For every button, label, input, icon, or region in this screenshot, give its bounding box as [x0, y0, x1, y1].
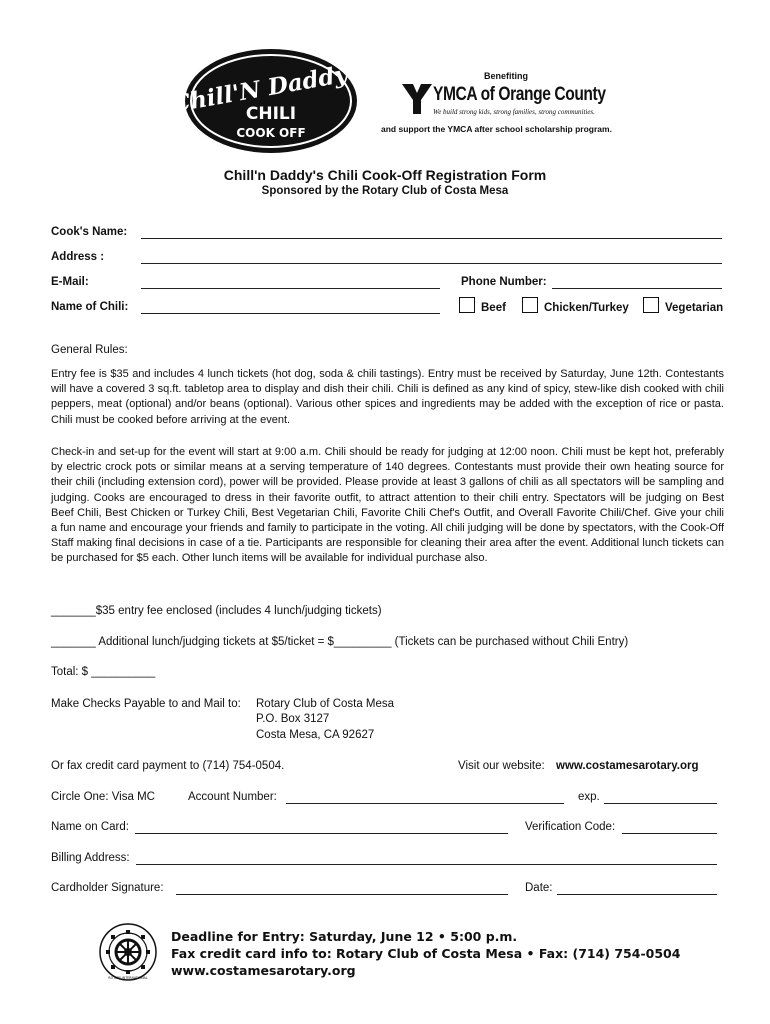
circle-one-label: Circle One: Visa MC: [51, 791, 155, 803]
rotary-wheel-icon: [98, 922, 158, 987]
benefiting-label: Benefiting: [484, 71, 528, 81]
billing-address-field[interactable]: [136, 864, 717, 865]
mail-address-1: Rotary Club of Costa Mesa: [256, 698, 395, 710]
beef-label: Beef: [481, 302, 506, 314]
verification-code-field[interactable]: [622, 833, 717, 834]
entry-fee-line: _______$35 entry fee enclosed (includes 4 lunch/judging tickets): [51, 605, 382, 617]
support-text: and support the YMCA after school scholarship program.: [381, 124, 612, 134]
beef-checkbox[interactable]: [459, 297, 475, 313]
logo-line3: COOK OFF: [236, 126, 306, 140]
vegetarian-checkbox[interactable]: [643, 297, 659, 313]
cooks-name-field[interactable]: [141, 238, 722, 239]
ymca-name: YMCA of Orange County: [433, 84, 606, 105]
verification-code-label: Verification Code:: [525, 821, 616, 833]
chicken-turkey-checkbox[interactable]: [522, 297, 538, 313]
logo-line1: Chill'N Daddy's: [183, 57, 359, 119]
rules-paragraph-1: Entry fee is $35 and includes 4 lunch tickets (hot dog, soda & chili tastings). Entry must be received by Saturday, June 12th. Contestants will have a covered 3 sq.ft. tabletop area to display and dish their chili. Chili is defined as any kind of spicy, stew-like dish cooked with chili peppers, meat (optional) and/or beans (optional). Various other spices and ingredients may be added with the exception of rice or pasta. Chili must be cooked before arriving at the event.: [51, 368, 724, 426]
email-label: E-Mail:: [51, 276, 89, 288]
website-link[interactable]: www.costamesarotary.org: [556, 760, 699, 772]
chicken-turkey-label: Chicken/Turkey: [544, 302, 629, 314]
exp-field[interactable]: [604, 803, 717, 804]
phone-field[interactable]: [552, 288, 722, 289]
email-field[interactable]: [141, 288, 440, 289]
fax-text: Or fax credit card payment to (714) 754-0504.: [51, 760, 285, 772]
total-line: Total: $ __________: [51, 666, 156, 678]
website-label: Visit our website:: [458, 760, 545, 772]
address-label: Address :: [51, 251, 105, 263]
ymca-y-icon: [402, 84, 432, 119]
form-title: Chill'n Daddy's Chili Cook-Off Registration Form: [223, 167, 547, 183]
mail-address-3: Costa Mesa, CA 92627: [256, 729, 375, 741]
exp-label: exp.: [578, 791, 600, 803]
logo-line2: CHILI: [245, 104, 297, 124]
form-subtitle: Sponsored by the Rotary Club of Costa Mesa: [261, 185, 509, 197]
date-field[interactable]: [557, 894, 717, 895]
vegetarian-label: Vegetarian: [665, 302, 724, 314]
ymca-tagline: We build strong kids, strong families, strong communities.: [433, 108, 595, 116]
signature-label: Cardholder Signature:: [51, 882, 164, 894]
additional-tickets-line: _______ Additional lunch/judging tickets at $5/ticket = $_________ (Tickets can be purchased without Chili Entry): [51, 636, 629, 648]
rules-paragraph-2: Check-in and set-up for the event will start at 9:00 a.m. Chili should be ready for judging at 12:00 noon. Chili must be kept hot, preferably by electric crock pots or similar means at a serving temperature of 140 degrees. Contestants must provide their own heating source for their chili (including extension cord), power will be provided. Please provide at least 3 gallons of chili as all spectators will be sampling and judging. Cooks are encouraged to dress in their favorite outfit, to attract attention to their chili entry. Spectators will be judging on Best Beef Chili, Best Chicken or Turkey Chili, Best Vegetarian Chili, Favorite Chili Chef's Outfit, and Overall Favorite Chili/Chef. Give your chili a fun name and encourage your friends and family to participate in the voting. All chili judging will be done by spectators, with the Cook-Off Staff making final decisions in case of a tie. Participants are responsible for cleaning their area after the event. Additional lunch tickets can be purchased for $5 each. Other lunch items will be available for individual purchase also.: [51, 446, 724, 565]
name-on-card-field[interactable]: [135, 833, 508, 834]
rules-heading: General Rules:: [51, 344, 128, 356]
rotary-ring-text: ROTARY INTERNATIONAL: [108, 976, 148, 980]
chili-name-field[interactable]: [141, 313, 440, 314]
mail-address-2: P.O. Box 3127: [256, 713, 330, 725]
chili-name-label: Name of Chili:: [51, 301, 129, 313]
account-number-label: Account Number:: [188, 791, 277, 803]
footer-deadline: Deadline for Entry: Saturday, June 12 • 5:00 p.m.: [171, 929, 518, 944]
checks-label: Make Checks Payable to and Mail to:: [51, 698, 241, 710]
account-number-field[interactable]: [286, 803, 564, 804]
address-field[interactable]: [141, 263, 722, 264]
footer-website[interactable]: www.costamesarotary.org: [171, 963, 356, 978]
signature-field[interactable]: [176, 894, 508, 895]
phone-label: Phone Number:: [461, 276, 547, 288]
name-on-card-label: Name on Card:: [51, 821, 129, 833]
footer-fax-info: Fax credit card info to: Rotary Club of Costa Mesa • Fax: (714) 754-0504: [171, 946, 681, 961]
billing-address-label: Billing Address:: [51, 852, 130, 864]
cooks-name-label: Cook's Name:: [51, 226, 128, 238]
chili-cookoff-logo: [183, 47, 359, 155]
date-label: Date:: [525, 882, 553, 894]
